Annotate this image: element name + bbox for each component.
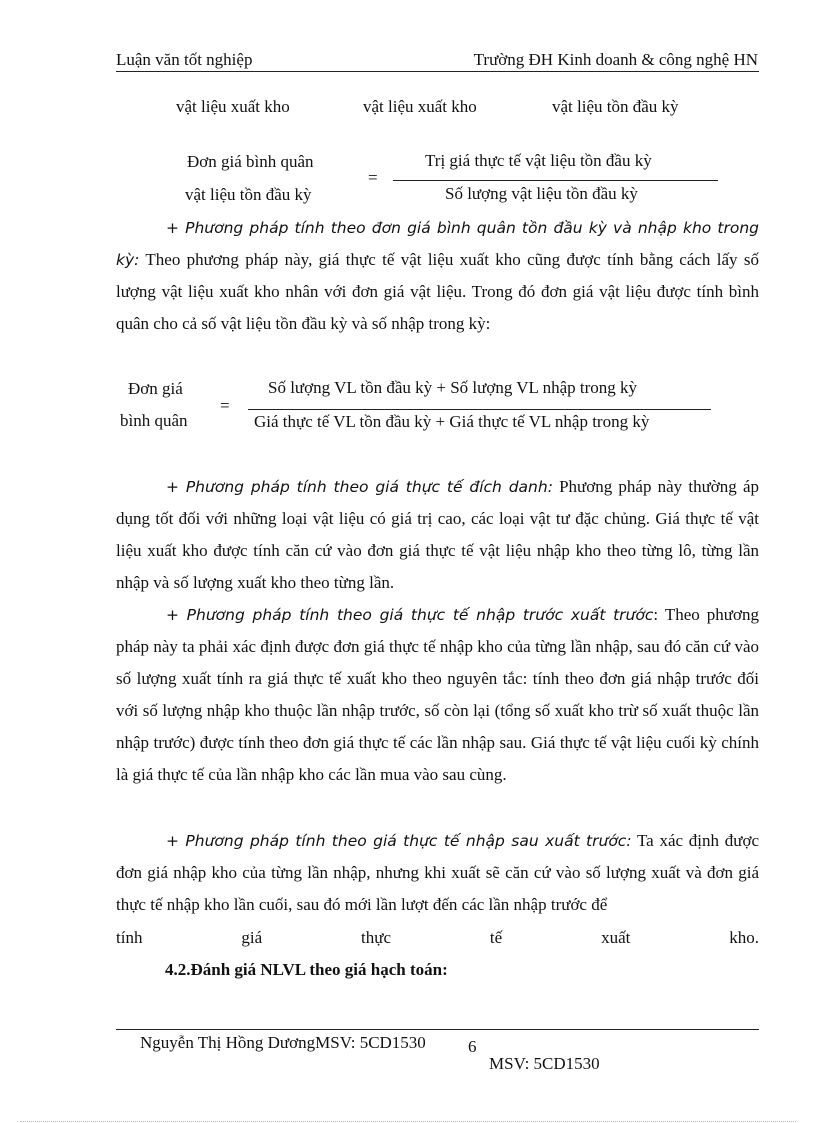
page-number: 6: [468, 1037, 477, 1056]
para1-italic-cont: kỳ:: [116, 251, 140, 269]
page-bottom-border: [20, 1121, 796, 1122]
formula2-equals: =: [220, 396, 230, 415]
formula-top-item-2: vật liệu xuất kho: [363, 97, 477, 116]
para4-italic: + Phương pháp tính theo giá thực tế nhập sau xuất trước:: [166, 832, 632, 850]
para4-text: Ta xác định được đơn giá nhập kho của từng lần nhập, nhưng khi xuất sẽ căn cứ vào số lượng xuất và đơn giá thực tế nhập kho lần cuối, sau đó mới lần lượt đến các lần nhập trước để: [116, 831, 759, 914]
footer-author: Nguyễn Thị Hồng DươngMSV: 5CD1530: [140, 1033, 426, 1052]
para2-text: Phương pháp này thường áp dụng tốt đối với những loại vật liệu có giá trị cao, các loại vật tư đặc chủng. Giá thực tế vật liệu xuất kho được tính căn cứ vào đơn giá thực tế vật liệu nhập kho theo từng lô, từng lần nhập và số lượng xuất kho theo từng lần.: [116, 477, 759, 592]
para1-text: Theo phương pháp này, giá thực tế vật liệu xuất kho cũng được tính bằng cách lấy số lượng vật liệu xuất kho nhân với đơn giá vật liệu. Trong đó đơn giá vật liệu được tính bình quân cho cả số vật liệu tồn đầu kỳ và số nhập trong kỳ:: [116, 250, 759, 333]
paragraph-2: [116, 471, 759, 599]
para4-word-2: giá: [241, 928, 263, 947]
para2-italic: + Phương pháp tính theo giá thực tế đích danh:: [166, 478, 553, 496]
formula-top-item-3: vật liệu tồn đầu kỳ: [552, 97, 679, 116]
para4-word-6: kho.: [729, 928, 759, 947]
header-rule: [116, 71, 759, 72]
section-heading: 4.2.Đánh giá NLVL theo giá hạch toán:: [165, 960, 448, 979]
formula2-numerator: Số lượng VL tồn đầu kỳ + Số lượng VL nhập trong kỳ: [268, 378, 637, 397]
formula1-lhs-line1: Đơn giá bình quân: [187, 152, 314, 171]
para1-italic-lead: + Phương pháp tính theo đơn giá bình quân tồn đầu kỳ và nhập kho trong: [166, 219, 759, 237]
paragraph-3: [116, 599, 759, 791]
formula1-numerator: Trị giá thực tế vật liệu tồn đầu kỳ: [425, 151, 652, 170]
formula2-fraction-bar: [248, 409, 711, 410]
para3-text: : Theo phương pháp này ta phải xác định được đơn giá thực tế nhập kho của từng lần nhập, sau đó căn cứ vào số lượng xuất tính ra giá thực tế xuất kho theo nguyên tắc: tính theo đơn giá nhập trước đối với số lượng nhập kho thuộc lần nhập trước, số còn lại (tổng số xuất kho trừ số xuất thuộc lần nhập trước) được tính theo đơn giá thực tế các lần nhập sau. Giá thực tế vật liệu cuối kỳ chính là giá thực tế của lần nhập kho các lần mua vào sau cùng.: [116, 605, 759, 784]
para4-word-4: tế: [489, 928, 503, 947]
para4-last-line: [116, 928, 759, 948]
formula2-denominator: Giá thực tế VL tồn đầu kỳ + Giá thực tế VL nhập trong kỳ: [254, 412, 650, 431]
formula-top-item-1: vật liệu xuất kho: [176, 97, 290, 116]
paragraph-4: [116, 825, 759, 921]
para4-word-1: tính: [116, 928, 143, 947]
footer-msv: MSV: 5CD1530: [489, 1054, 600, 1073]
para4-word-3: thực: [361, 928, 391, 947]
formula2-lhs-line1: Đơn giá: [128, 379, 183, 398]
para3-italic: + Phương pháp tính theo giá thực tế nhập trước xuất trước: [166, 606, 654, 624]
formula2-lhs-line2: bình quân: [120, 411, 188, 430]
formula1-fraction-bar: [393, 180, 718, 181]
formula1-lhs-line2: vật liệu tồn đầu kỳ: [185, 185, 312, 204]
formula1-equals: =: [368, 168, 378, 187]
para4-word-5: xuất: [601, 928, 631, 947]
paragraph-1: [116, 212, 759, 340]
formula1-denominator: Số lượng vật liệu tồn đầu kỳ: [445, 184, 638, 203]
footer-rule: [116, 1029, 759, 1030]
header-right: Trường ĐH Kinh doanh & công nghệ HN: [473, 50, 758, 69]
header-left: Luận văn tốt nghiệp: [116, 50, 253, 69]
